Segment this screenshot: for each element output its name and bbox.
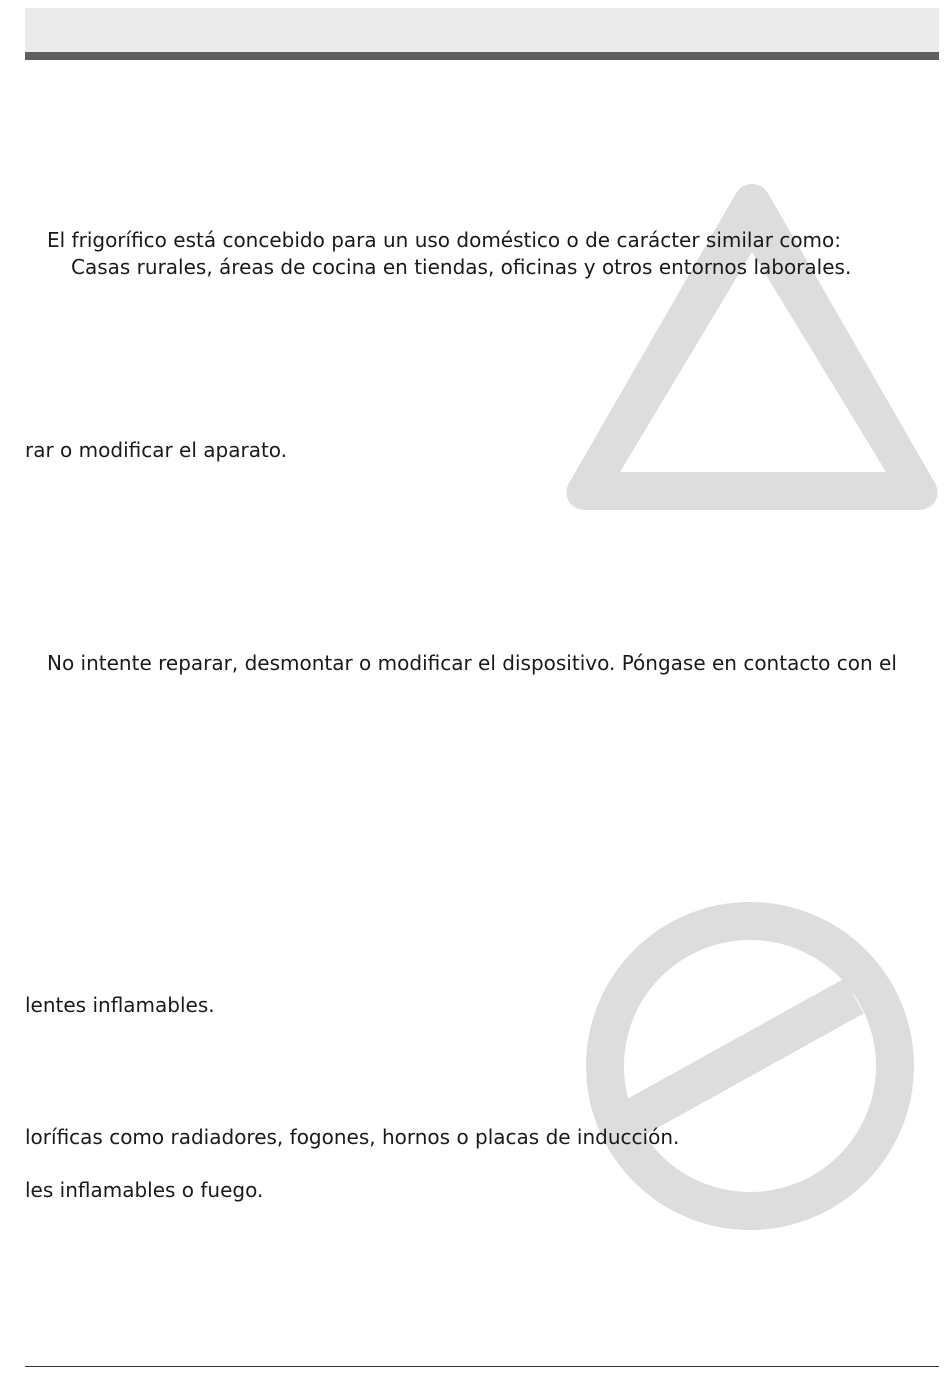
modify-warning-fragment: rar o modificar el aparato. xyxy=(25,438,288,462)
prohibition-icon xyxy=(584,900,916,1232)
flammable-warning-fragment: lentes inflamables. xyxy=(25,993,215,1017)
heat-source-warning-fragment: loríficas como radiadores, fogones, hornos o placas de inducción. xyxy=(25,1125,680,1149)
fire-warning-fragment: les inflamables o fuego. xyxy=(25,1178,264,1202)
footer-rule xyxy=(25,1366,939,1367)
header-rule xyxy=(25,52,939,60)
use-description-line-1: El frigorífico está concebido para un uso doméstico o de carácter similar como: xyxy=(47,228,842,252)
use-description-line-2: Casas rurales, áreas de cocina en tiendas, oficinas y otros entornos laborales. xyxy=(71,255,852,279)
header-bar xyxy=(25,8,939,52)
repair-warning-line: No intente reparar, desmontar o modificar el dispositivo. Póngase en contacto con el xyxy=(47,651,897,675)
